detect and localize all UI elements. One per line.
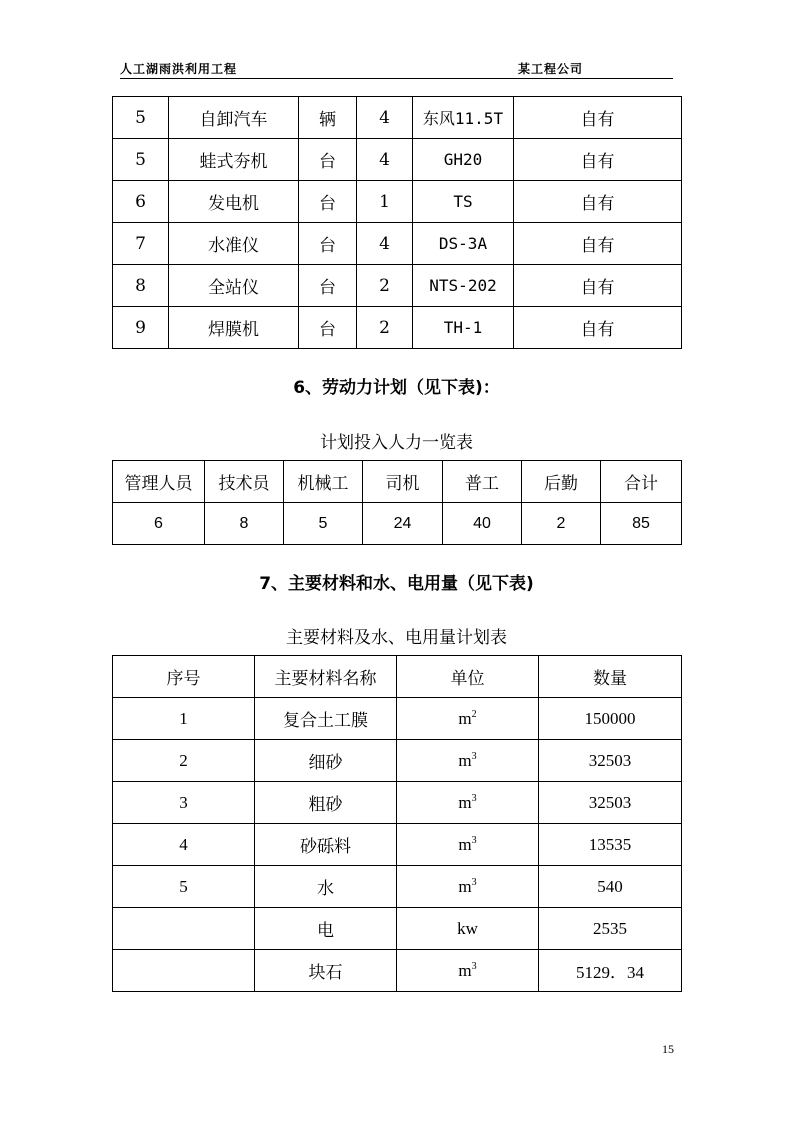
table-row <box>113 307 682 349</box>
labor-value-cell: 2 <box>522 503 601 545</box>
table-row <box>113 223 682 265</box>
material-name-cell: 砂砾料 <box>255 824 397 866</box>
material-unit-cell <box>397 698 539 740</box>
unit-text: m <box>458 876 472 896</box>
labor-value-cell: 85 <box>601 503 682 545</box>
equip-model-cell: 东风11.5T <box>413 97 514 139</box>
material-no-cell: 3 <box>113 782 255 824</box>
equip-model-cell: TS <box>413 181 514 223</box>
materials-table <box>112 655 682 992</box>
material-no-cell <box>113 908 255 950</box>
unit-exponent: 3 <box>471 960 477 972</box>
equip-no-cell: 5 <box>113 139 169 181</box>
labor-value-row <box>113 503 682 545</box>
equip-no-cell: 6 <box>113 181 169 223</box>
equip-source-cell: 自有 <box>514 223 682 265</box>
labor-value-cell: 24 <box>363 503 443 545</box>
equip-source-cell: 自有 <box>514 265 682 307</box>
table-row <box>113 782 682 824</box>
material-unit-cell <box>397 782 539 824</box>
unit-exponent: 3 <box>471 876 477 888</box>
material-unit-cell <box>397 908 539 950</box>
equip-name-cell: 自卸汽车 <box>169 97 299 139</box>
materials-header-row <box>113 656 682 698</box>
materials-table-caption: 主要材料及水、电用量计划表 <box>286 628 507 648</box>
equip-no-cell: 8 <box>113 265 169 307</box>
material-name-cell: 细砂 <box>255 740 397 782</box>
equip-source-cell: 自有 <box>514 181 682 223</box>
material-qty-cell: 2535 <box>539 908 682 950</box>
labor-header-cell: 合计 <box>601 461 682 503</box>
material-name-cell: 复合土工膜 <box>255 698 397 740</box>
table-row <box>113 866 682 908</box>
material-no-cell <box>113 950 255 992</box>
material-qty-cell: 5129．34 <box>539 950 682 992</box>
materials-header-cell: 序号 <box>113 656 255 698</box>
material-name-cell: 块石 <box>255 950 397 992</box>
labor-value-cell: 8 <box>205 503 284 545</box>
unit-text: kw <box>457 918 478 938</box>
unit-exponent: 3 <box>471 834 477 846</box>
unit-exponent: 3 <box>471 792 477 804</box>
equip-unit-cell: 辆 <box>299 97 357 139</box>
labor-header-row <box>113 461 682 503</box>
equip-unit-cell: 台 <box>299 139 357 181</box>
equip-model-cell: DS-3A <box>413 223 514 265</box>
labor-header-cell: 管理人员 <box>113 461 205 503</box>
table-row <box>113 181 682 223</box>
equip-qty-cell: 4 <box>357 97 413 139</box>
equip-source-cell: 自有 <box>514 97 682 139</box>
equip-model-cell: NTS-202 <box>413 265 514 307</box>
equip-qty-cell: 2 <box>357 265 413 307</box>
labor-value-cell: 6 <box>113 503 205 545</box>
section-6-heading: 6、劳动力计划（见下表)： <box>293 378 500 398</box>
equip-qty-cell: 4 <box>357 139 413 181</box>
material-unit-cell <box>397 740 539 782</box>
equip-unit-cell: 台 <box>299 265 357 307</box>
unit-text: m <box>458 834 472 854</box>
equip-name-cell: 发电机 <box>169 181 299 223</box>
unit-text: m <box>458 960 472 980</box>
table-row <box>113 265 682 307</box>
material-no-cell: 1 <box>113 698 255 740</box>
equip-model-cell: TH-1 <box>413 307 514 349</box>
equipment-table <box>112 96 682 349</box>
labor-table-caption: 计划投入人力一览表 <box>320 433 473 453</box>
page-header <box>120 58 673 79</box>
table-row <box>113 97 682 139</box>
material-no-cell: 5 <box>113 866 255 908</box>
table-row <box>113 908 682 950</box>
material-qty-cell: 32503 <box>539 782 682 824</box>
equip-unit-cell: 台 <box>299 307 357 349</box>
material-unit-cell <box>397 866 539 908</box>
material-name-cell: 水 <box>255 866 397 908</box>
material-name-cell: 电 <box>255 908 397 950</box>
labor-value-cell: 40 <box>443 503 522 545</box>
equip-name-cell: 全站仪 <box>169 265 299 307</box>
table-row <box>113 950 682 992</box>
table-row <box>113 698 682 740</box>
equip-source-cell: 自有 <box>514 307 682 349</box>
labor-header-cell: 技术员 <box>205 461 284 503</box>
equip-name-cell: 蛙式夯机 <box>169 139 299 181</box>
equip-name-cell: 水准仪 <box>169 223 299 265</box>
equip-qty-cell: 4 <box>357 223 413 265</box>
table-row <box>113 740 682 782</box>
equip-no-cell: 7 <box>113 223 169 265</box>
labor-header-cell: 司机 <box>363 461 443 503</box>
labor-header-cell: 机械工 <box>284 461 363 503</box>
table-row <box>113 139 682 181</box>
header-company-name: 某工程公司 <box>518 62 584 76</box>
equip-source-cell: 自有 <box>514 139 682 181</box>
equip-qty-cell: 2 <box>357 307 413 349</box>
equip-no-cell: 5 <box>113 97 169 139</box>
labor-header-cell: 后勤 <box>522 461 601 503</box>
material-unit-cell <box>397 950 539 992</box>
labor-value-cell: 5 <box>284 503 363 545</box>
material-qty-cell: 150000 <box>539 698 682 740</box>
material-no-cell: 2 <box>113 740 255 782</box>
materials-header-cell: 数量 <box>539 656 682 698</box>
equip-qty-cell: 1 <box>357 181 413 223</box>
material-qty-cell: 13535 <box>539 824 682 866</box>
header-project-title: 人工湖雨洪利用工程 <box>120 62 238 76</box>
materials-header-cell: 单位 <box>397 656 539 698</box>
material-name-cell: 粗砂 <box>255 782 397 824</box>
equip-no-cell: 9 <box>113 307 169 349</box>
material-unit-cell <box>397 824 539 866</box>
unit-text: m <box>458 792 472 812</box>
table-row <box>113 824 682 866</box>
labor-header-cell: 普工 <box>443 461 522 503</box>
material-qty-cell: 32503 <box>539 740 682 782</box>
page-number: 15 <box>662 1042 674 1056</box>
unit-exponent: 2 <box>471 708 477 720</box>
equip-unit-cell: 台 <box>299 181 357 223</box>
unit-exponent: 3 <box>471 750 477 762</box>
equip-model-cell: GH20 <box>413 139 514 181</box>
labor-table <box>112 460 682 545</box>
equip-unit-cell: 台 <box>299 223 357 265</box>
equip-name-cell: 焊膜机 <box>169 307 299 349</box>
unit-text: m <box>458 750 472 770</box>
material-no-cell: 4 <box>113 824 255 866</box>
unit-text: m <box>458 708 472 728</box>
materials-header-cell: 主要材料名称 <box>255 656 397 698</box>
section-7-heading: 7、主要材料和水、电用量（见下表) <box>259 574 534 594</box>
material-qty-cell: 540 <box>539 866 682 908</box>
